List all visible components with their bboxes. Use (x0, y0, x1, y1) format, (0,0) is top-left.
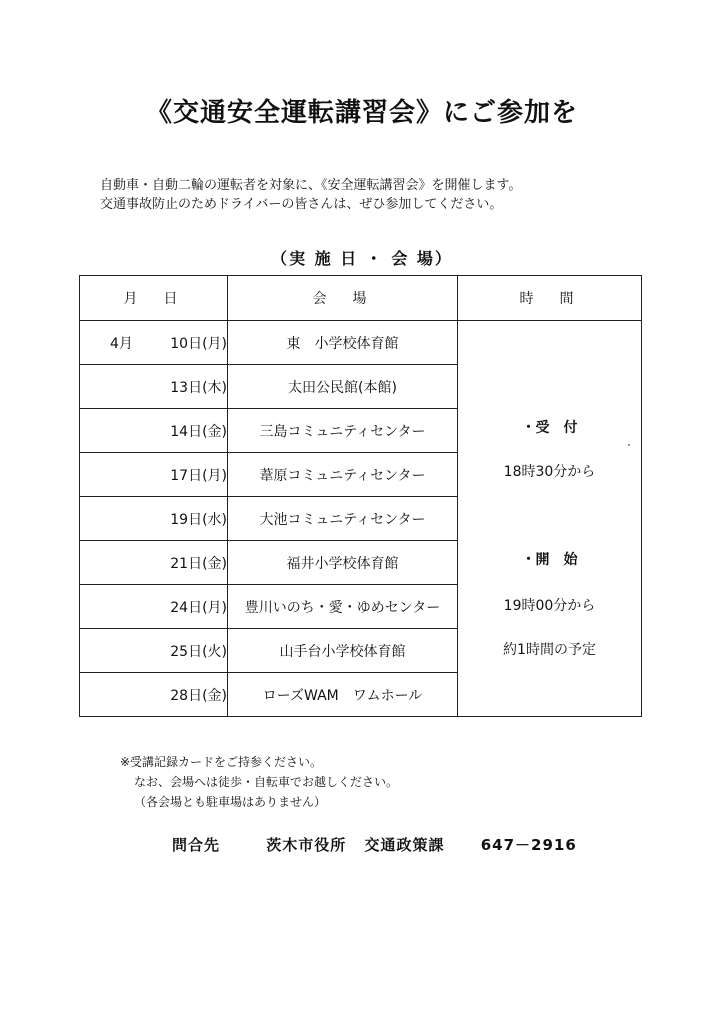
header-venue: 会 場 (228, 276, 458, 321)
venue-cell: 葦原コミュニティセンター (228, 453, 458, 497)
date-cell (80, 541, 228, 585)
day-label: 19日(水) (170, 511, 227, 528)
note-line: （各会場とも駐車場はありません） (134, 795, 327, 809)
note-line: なお、会場へは徒歩・自転車でお越しください。 (134, 775, 399, 789)
time-cell (458, 321, 642, 717)
header-time: 時 間 (458, 276, 642, 321)
date-cell (80, 497, 228, 541)
venue-cell: 東 小学校体育館 (228, 321, 458, 365)
intro-line: 交通事故防止のためドライバーの皆さんは、ぜひ参加してください。 (100, 197, 503, 212)
page-title: 《交通安全運転講習会》にご参加を (145, 98, 578, 128)
note-line: ※受講記録カードをご持参ください。 (120, 755, 323, 769)
venue-cell: ローズWAM ワムホール (228, 673, 458, 717)
day-label: 28日(金) (170, 687, 227, 704)
table-row (80, 321, 642, 365)
reception-label: ・受 付 (521, 420, 578, 436)
date-cell (80, 453, 228, 497)
contact-phone: 647－2916 (480, 836, 577, 854)
contact-label: 問合先 (172, 836, 221, 854)
date-cell (80, 629, 228, 673)
venue-cell: 山手台小学校体育館 (228, 629, 458, 673)
venue-cell: 福井小学校体育館 (228, 541, 458, 585)
scan-speck (628, 444, 630, 446)
day-label: 21日(金) (170, 555, 227, 572)
day-label: 13日(木) (170, 379, 227, 396)
date-cell (80, 409, 228, 453)
date-cell (80, 365, 228, 409)
venue-cell: 太田公民館(本館) (228, 365, 458, 409)
intro-text (100, 176, 521, 214)
venue-cell: 大池コミュニティセンター (228, 497, 458, 541)
contact-dept: 交通政策課 (364, 836, 445, 854)
date-cell (80, 673, 228, 717)
table-header-row (80, 276, 642, 321)
contact-org: 茨木市役所 (266, 836, 347, 854)
day-label: 17日(月) (170, 467, 227, 484)
reception-time: 18時30分から (503, 464, 596, 480)
month-label: 4月 (110, 336, 133, 352)
section-heading: （実 施 日 ・ 会 場） (271, 249, 453, 268)
header-date: 月 日 (80, 276, 228, 321)
duration-text: 約1時間の予定 (503, 642, 596, 658)
day-label: 25日(火) (170, 643, 227, 660)
day-label: 24日(月) (170, 599, 227, 616)
start-label: ・開 始 (521, 552, 578, 568)
venue-cell: 豊川いのち・愛・ゆめセンター (228, 585, 458, 629)
schedule-table (79, 275, 642, 717)
notes (120, 752, 398, 812)
day-label: 10日(月) (170, 335, 227, 352)
date-cell (80, 321, 228, 365)
intro-line: 自動車・自動二輪の運転者を対象に、《安全運転講習会》を開催します。 (100, 178, 522, 193)
contact-info (172, 834, 577, 855)
date-cell (80, 585, 228, 629)
day-label: 14日(金) (170, 423, 227, 440)
venue-cell: 三島コミュニティセンター (228, 409, 458, 453)
start-time: 19時00分から (503, 598, 596, 614)
